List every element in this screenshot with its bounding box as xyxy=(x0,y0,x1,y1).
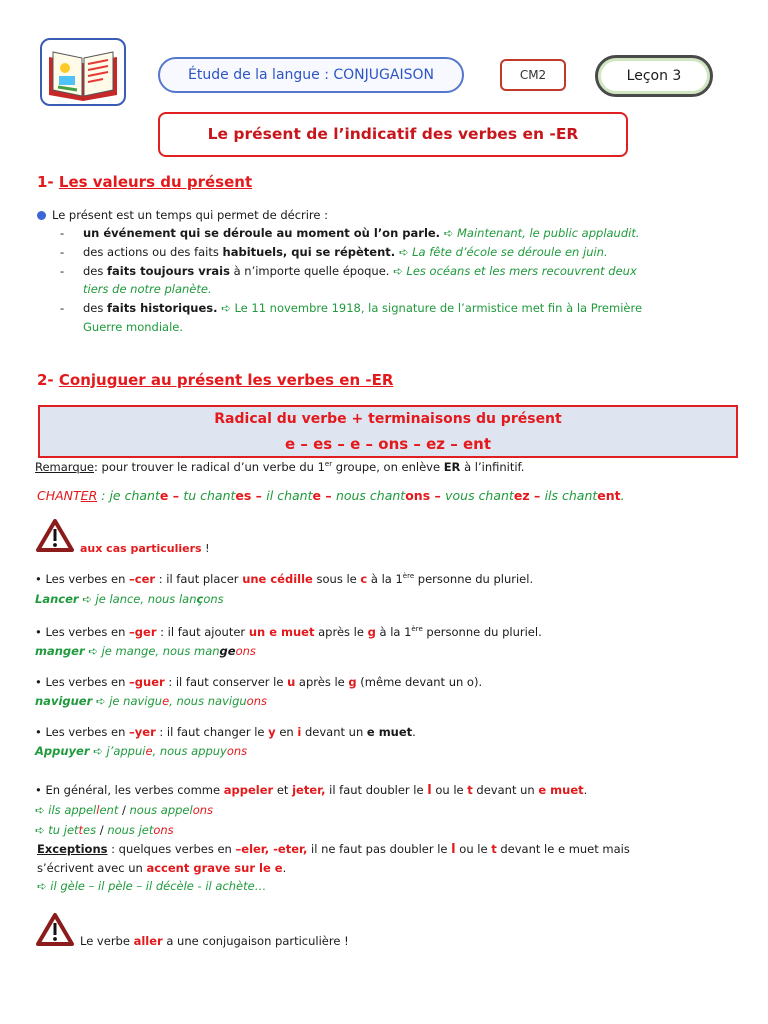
rule-text: : il faut ajouter xyxy=(156,625,249,639)
rule-text: Les verbes en xyxy=(41,572,130,586)
superscript: er xyxy=(324,460,333,469)
separator: – xyxy=(529,488,545,503)
note-verb: aller xyxy=(133,934,163,948)
rule-highlight: t xyxy=(467,783,473,797)
exceptions-text: ou le xyxy=(455,842,492,856)
form-ending: ons xyxy=(405,488,431,503)
exceptions-highlight: t xyxy=(491,842,497,856)
exceptions-highlight: accent grave sur le e xyxy=(146,861,283,875)
bullet: • xyxy=(35,675,42,689)
rule-text: Les verbes en xyxy=(41,675,130,689)
section2-heading xyxy=(37,370,393,390)
rule-highlight: i xyxy=(297,725,302,739)
form-ending: ent xyxy=(597,488,621,503)
form-stem: je chant xyxy=(109,488,160,503)
rule-text: et xyxy=(273,783,293,797)
form-ending: ez xyxy=(513,488,530,503)
rule-ger-example xyxy=(35,642,256,660)
list-item-dash: - xyxy=(60,264,65,278)
rule-highlight: u xyxy=(287,675,296,689)
separator: – xyxy=(168,488,184,503)
section-number: 2- xyxy=(37,371,59,389)
rule-highlight: g xyxy=(367,625,376,639)
rule-highlight: une cédille xyxy=(242,572,313,586)
slash: / xyxy=(118,803,130,817)
rule-guer-example xyxy=(35,692,267,710)
example-text: ➪ ils appel xyxy=(35,803,97,817)
example-verb: naviguer xyxy=(35,694,93,708)
doubling-example-2 xyxy=(35,821,174,839)
rule-bold: e muet xyxy=(366,725,413,739)
item-example: ➪ Maintenant, le public applaudit. xyxy=(440,226,640,240)
exceptions-text: il ne faut pas doubler le xyxy=(307,842,452,856)
list-item-dash: - xyxy=(60,226,65,240)
example-ending: ons xyxy=(226,744,248,758)
bullet: • xyxy=(35,572,42,586)
subject-prefix: Étude de la langue : xyxy=(188,67,334,83)
lesson-number: Leçon 3 xyxy=(595,55,713,97)
rule-highlight: y xyxy=(268,725,276,739)
aller-note xyxy=(80,932,349,950)
list-item xyxy=(83,299,642,317)
rule-text: : il faut placer xyxy=(155,572,243,586)
rule-highlight: g xyxy=(348,675,357,689)
rule-text: sous le xyxy=(312,572,361,586)
colon: : xyxy=(97,488,110,503)
item-example: ➪ La fête d’école se déroule en juin. xyxy=(395,245,608,259)
rule-text: En général, les verbes comme xyxy=(41,783,224,797)
example-double-letter: l xyxy=(96,803,100,817)
slash: / xyxy=(96,823,108,837)
form-ending: es xyxy=(235,488,252,503)
item-example-continued: tiers de notre planète. xyxy=(83,282,212,296)
exceptions-highlight: –eler, -eter, xyxy=(235,842,308,856)
remark-bold: ER xyxy=(443,460,461,474)
rule-highlight: e muet xyxy=(538,783,584,797)
exceptions-line-2 xyxy=(37,859,286,877)
example-text: nous jet xyxy=(107,823,154,837)
rule-cer xyxy=(35,570,533,588)
subject-banner xyxy=(158,57,464,93)
rule-text: : il faut changer le xyxy=(155,725,269,739)
example-ending: ons xyxy=(235,644,256,658)
item-text: des xyxy=(83,264,108,278)
remark-text: groupe, on enlève xyxy=(332,460,444,474)
example-text: , nous navigu xyxy=(169,694,247,708)
exceptions-text: : quelques verbes en xyxy=(107,842,236,856)
example-highlight: ç xyxy=(196,592,204,606)
verb-stem: CHANT xyxy=(37,488,81,503)
rule-text: . xyxy=(583,783,588,797)
example-ending: ons xyxy=(153,823,174,837)
separator: – xyxy=(430,488,446,503)
exceptions-example: ➪ il gèle – il pèle – il décèle - il achète… xyxy=(37,879,267,893)
item-bold: un événement qui se déroule au moment où l’on parle. xyxy=(83,226,441,240)
rule-highlight: jeter, xyxy=(292,783,326,797)
example-double-letter: t xyxy=(78,823,84,837)
form-stem: tu chant xyxy=(183,488,236,503)
remark-text: à l’infinitif. xyxy=(460,460,525,474)
rule-text: à la 1 xyxy=(367,572,403,586)
rule-yer xyxy=(35,723,416,741)
rule-highlight: c xyxy=(360,572,368,586)
rule-highlight: un e muet xyxy=(248,625,315,639)
rule-guer xyxy=(35,673,482,691)
rule-text: Les verbes en xyxy=(41,725,130,739)
example-text: ➪ j’appui xyxy=(89,744,146,758)
exceptions xyxy=(37,840,630,859)
list-item xyxy=(83,224,640,242)
rule-text: après le xyxy=(295,675,349,689)
exceptions-text: devant le e muet mais xyxy=(496,842,630,856)
example-text: ➪ je mange, nous man xyxy=(84,644,220,658)
rule-ending: –cer xyxy=(129,572,156,586)
rule-highlight: appeler xyxy=(223,783,274,797)
exceptions-highlight: l xyxy=(451,842,456,857)
rule-text: (même devant un o). xyxy=(356,675,483,689)
example-text: ➪ je lance, nous lan xyxy=(78,592,197,606)
rule-ending: –yer xyxy=(129,725,156,739)
example-text: es xyxy=(83,823,97,837)
formula-box xyxy=(38,405,738,458)
special-cases-label xyxy=(80,540,209,558)
special-cases-title: aux cas particuliers xyxy=(80,542,202,555)
example-verb: manger xyxy=(35,644,85,658)
formula-line-1: Radical du verbe + terminaisons du présent xyxy=(214,411,562,427)
exceptions-text: s’écrivent avec un xyxy=(37,861,147,875)
rule-ger xyxy=(35,623,542,641)
bullet: • xyxy=(35,725,42,739)
section1-intro xyxy=(37,206,328,224)
item-bold: faits historiques. xyxy=(107,301,218,315)
rule-text: : il faut conserver le xyxy=(164,675,288,689)
remark-label: Remarque xyxy=(35,460,94,474)
page-title: Le présent de l’indicatif des verbes en -ER xyxy=(158,112,628,157)
note-text: a une conjugaison particulière ! xyxy=(162,934,349,948)
remark-text: : pour trouver le radical d’un verbe du 1 xyxy=(94,460,325,474)
item-text: des actions ou des faits xyxy=(83,245,223,259)
bullet: • xyxy=(35,625,42,639)
rule-text: devant un xyxy=(301,725,367,739)
item-example-continued: Guerre mondiale. xyxy=(83,320,184,334)
rule-ending: –ger xyxy=(129,625,157,639)
example-verb: Lancer xyxy=(35,592,79,606)
superscript: ère xyxy=(411,625,423,634)
subject-name: CONJUGAISON xyxy=(333,67,434,83)
example-text: ➪ je navigu xyxy=(92,694,163,708)
separator: – xyxy=(251,488,267,503)
book-icon xyxy=(45,43,121,101)
rule-highlight: l xyxy=(427,783,432,798)
rule-yer-example xyxy=(35,742,247,760)
section-title: Conjuguer au présent les verbes en -ER xyxy=(58,371,394,389)
remark xyxy=(35,458,524,476)
example-highlight: ge xyxy=(219,644,236,658)
warning-icon xyxy=(35,518,75,557)
rule-text: après le xyxy=(314,625,368,639)
rule-doubling xyxy=(35,781,587,800)
form-stem: vous chant xyxy=(445,488,514,503)
intro-text: Le présent est un temps qui permet de décrire : xyxy=(52,208,329,222)
example-ending: e xyxy=(162,694,170,708)
form-stem: nous chant xyxy=(335,488,406,503)
example-ending: e xyxy=(145,744,153,758)
rule-text: personne du pluriel. xyxy=(414,572,534,586)
item-bold: habituels, qui se répètent. xyxy=(222,245,396,259)
formula-endings: e – es – e – ons – ez – ent xyxy=(284,435,491,453)
rule-text: personne du pluriel. xyxy=(422,625,542,639)
superscript: ère xyxy=(402,572,415,581)
period: . xyxy=(620,488,625,503)
rule-text: Les verbes en xyxy=(41,625,130,639)
example-verb: Appuyer xyxy=(35,744,90,758)
item-text: à n’importe quelle époque. xyxy=(229,264,394,278)
rule-text: devant un xyxy=(472,783,539,797)
rule-cer-example xyxy=(35,590,224,608)
verb-ending: ER xyxy=(80,488,98,503)
rule-text: ou le xyxy=(431,783,468,797)
rule-text: à la 1 xyxy=(375,625,412,639)
example-ending: ons xyxy=(246,694,267,708)
note-text: Le verbe xyxy=(80,934,134,948)
exceptions-label: Exceptions xyxy=(37,842,108,856)
doubling-example-1 xyxy=(35,801,213,819)
list-item xyxy=(83,243,608,261)
list-item xyxy=(83,262,637,280)
exceptions-text: . xyxy=(282,861,287,875)
example-text: ➪ tu jet xyxy=(35,823,79,837)
separator: – xyxy=(320,488,336,503)
chanter-conjugation xyxy=(37,487,625,505)
section-number: 1- xyxy=(37,173,59,191)
rule-text: en xyxy=(275,725,298,739)
item-example: ➪ Les océans et les mers recouvrent deux xyxy=(393,264,637,278)
lesson-logo xyxy=(40,38,126,106)
form-stem: il chant xyxy=(266,488,313,503)
list-item-dash: - xyxy=(60,245,65,259)
example-text: ons xyxy=(203,592,224,606)
form-ending: e xyxy=(159,488,169,503)
level-badge: CM2 xyxy=(500,59,566,91)
rule-text: il faut doubler le xyxy=(325,783,428,797)
example-ending: ons xyxy=(192,803,214,817)
item-bold: faits toujours vrais xyxy=(107,264,230,278)
blue-bullet-icon xyxy=(37,211,46,220)
section-title: Les valeurs du présent xyxy=(58,173,253,191)
rule-text: . xyxy=(412,725,416,739)
example-text: ent xyxy=(99,803,119,817)
list-item-dash: - xyxy=(60,301,65,315)
example-text: , nous appuy xyxy=(152,744,227,758)
rule-ending: –guer xyxy=(129,675,165,689)
item-example: ➪ Le 11 novembre 1918, la signature de l’armistice met fin à la Première xyxy=(217,301,643,315)
warning-icon xyxy=(35,912,75,951)
item-text: des xyxy=(83,301,108,315)
section1-heading xyxy=(37,172,252,192)
example-text: nous appel xyxy=(129,803,193,817)
form-stem: ils chant xyxy=(544,488,598,503)
exclamation: ! xyxy=(201,542,210,555)
bullet: • xyxy=(35,783,42,797)
form-ending: e xyxy=(312,488,321,503)
